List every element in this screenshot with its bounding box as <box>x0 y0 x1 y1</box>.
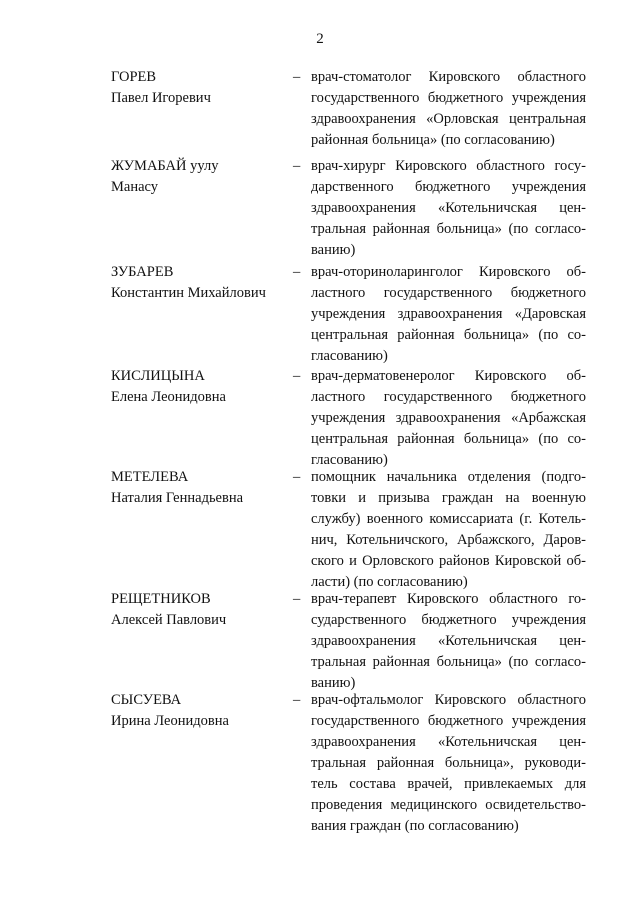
page-number: 2 <box>316 31 324 47</box>
given-name: Наталия Геннадьевна <box>111 490 244 506</box>
surname: КИСЛИЦЫНА <box>111 368 205 384</box>
person-name <box>111 589 291 631</box>
dash: – <box>293 469 301 485</box>
description-line: ванию) <box>311 242 356 258</box>
surname: СЫСУЕВА <box>111 692 182 708</box>
given-name: Елена Леонидовна <box>111 389 226 405</box>
description-line: здравоохранения «Котельничская цен- <box>311 633 586 649</box>
person-name <box>111 67 291 109</box>
given-name: Ирина Леонидовна <box>111 713 229 729</box>
position-description <box>311 467 586 593</box>
dash: – <box>293 692 301 708</box>
person-name <box>111 467 291 509</box>
description-line: службу) военного комиссариата (г. Котель- <box>311 511 586 527</box>
person-name <box>111 690 291 732</box>
description-line: тральная районная больница», руководи- <box>311 755 586 771</box>
description-line: вания граждан (по согласованию) <box>311 818 519 834</box>
description-line: нич, Котельничского, Арбажского, Даров- <box>311 532 586 548</box>
surname: ЖУМАБАЙ уулу <box>111 158 219 174</box>
description-line: дарственного бюджетного учреждения <box>311 179 586 195</box>
description-line: товки и призыва граждан на военную <box>311 490 586 506</box>
description-line: государственного бюджетного учреждения <box>311 713 586 729</box>
dash: – <box>293 368 301 384</box>
surname: РЕЩЕТНИКОВ <box>111 591 211 607</box>
position-description <box>311 366 586 471</box>
description-line: учреждения здравоохранения «Даровская <box>311 306 586 322</box>
dash: – <box>293 591 301 607</box>
description-line: гласованию) <box>311 348 388 364</box>
description-line: врач-стоматолог Кировского областного <box>311 69 586 85</box>
surname: ЗУБАРЕВ <box>111 264 174 280</box>
person-name <box>111 262 291 304</box>
description-line: врач-хирург Кировского областного госу- <box>311 158 586 174</box>
description-line: ского и Орловского районов Кировской об- <box>311 553 586 569</box>
description-line: тральная районная больница» (по согласо- <box>311 221 586 237</box>
description-line: здравоохранения «Орловская центральная <box>311 111 586 127</box>
description-line: сударственного бюджетного учреждения <box>311 612 586 628</box>
person-name <box>111 366 291 408</box>
description-line: центральная районная больница» (по со- <box>311 327 586 343</box>
description-line: гласованию) <box>311 452 388 468</box>
description-line: врач-дерматовенеролог Кировского об- <box>311 368 586 384</box>
description-line: здравоохранения «Котельничская цен- <box>311 200 586 216</box>
description-line: врач-терапевт Кировского областного го- <box>311 591 586 607</box>
description-line: тель состава врачей, привлекаемых для <box>311 776 586 792</box>
description-line: ванию) <box>311 675 356 691</box>
description-line: учреждения здравоохранения «Арбажская <box>311 410 586 426</box>
description-line: тральная районная больница» (по согласо- <box>311 654 586 670</box>
description-line: помощник начальника отделения (подго- <box>311 469 586 485</box>
position-description <box>311 690 586 837</box>
description-line: проведения медицинского освидетельство- <box>311 797 586 813</box>
description-line: центральная районная больница» (по со- <box>311 431 586 447</box>
position-description <box>311 589 586 694</box>
position-description <box>311 262 586 367</box>
given-name: Константин Михайлович <box>111 285 266 301</box>
person-name <box>111 156 291 198</box>
dash: – <box>293 158 301 174</box>
description-line: ласти) (по согласованию) <box>311 574 468 590</box>
given-name: Павел Игоревич <box>111 90 211 106</box>
description-line: ластного государственного бюджетного <box>311 285 586 301</box>
description-line: врач-оториноларинголог Кировского об- <box>311 264 586 280</box>
given-name: Алексей Павлович <box>111 612 227 628</box>
surname: МЕТЕЛЕВА <box>111 469 189 485</box>
dash: – <box>293 69 301 85</box>
surname: ГОРЕВ <box>111 69 157 85</box>
description-line: государственного бюджетного учреждения <box>311 90 586 106</box>
description-line: ластного государственного бюджетного <box>311 389 586 405</box>
position-description <box>311 156 586 261</box>
position-description <box>311 67 586 151</box>
description-line: врач-офтальмолог Кировского областного <box>311 692 586 708</box>
dash: – <box>293 264 301 280</box>
description-line: районная больница» (по согласованию) <box>311 132 555 148</box>
description-line: здравоохранения «Котельничская цен- <box>311 734 586 750</box>
given-name: Манасу <box>111 179 159 195</box>
